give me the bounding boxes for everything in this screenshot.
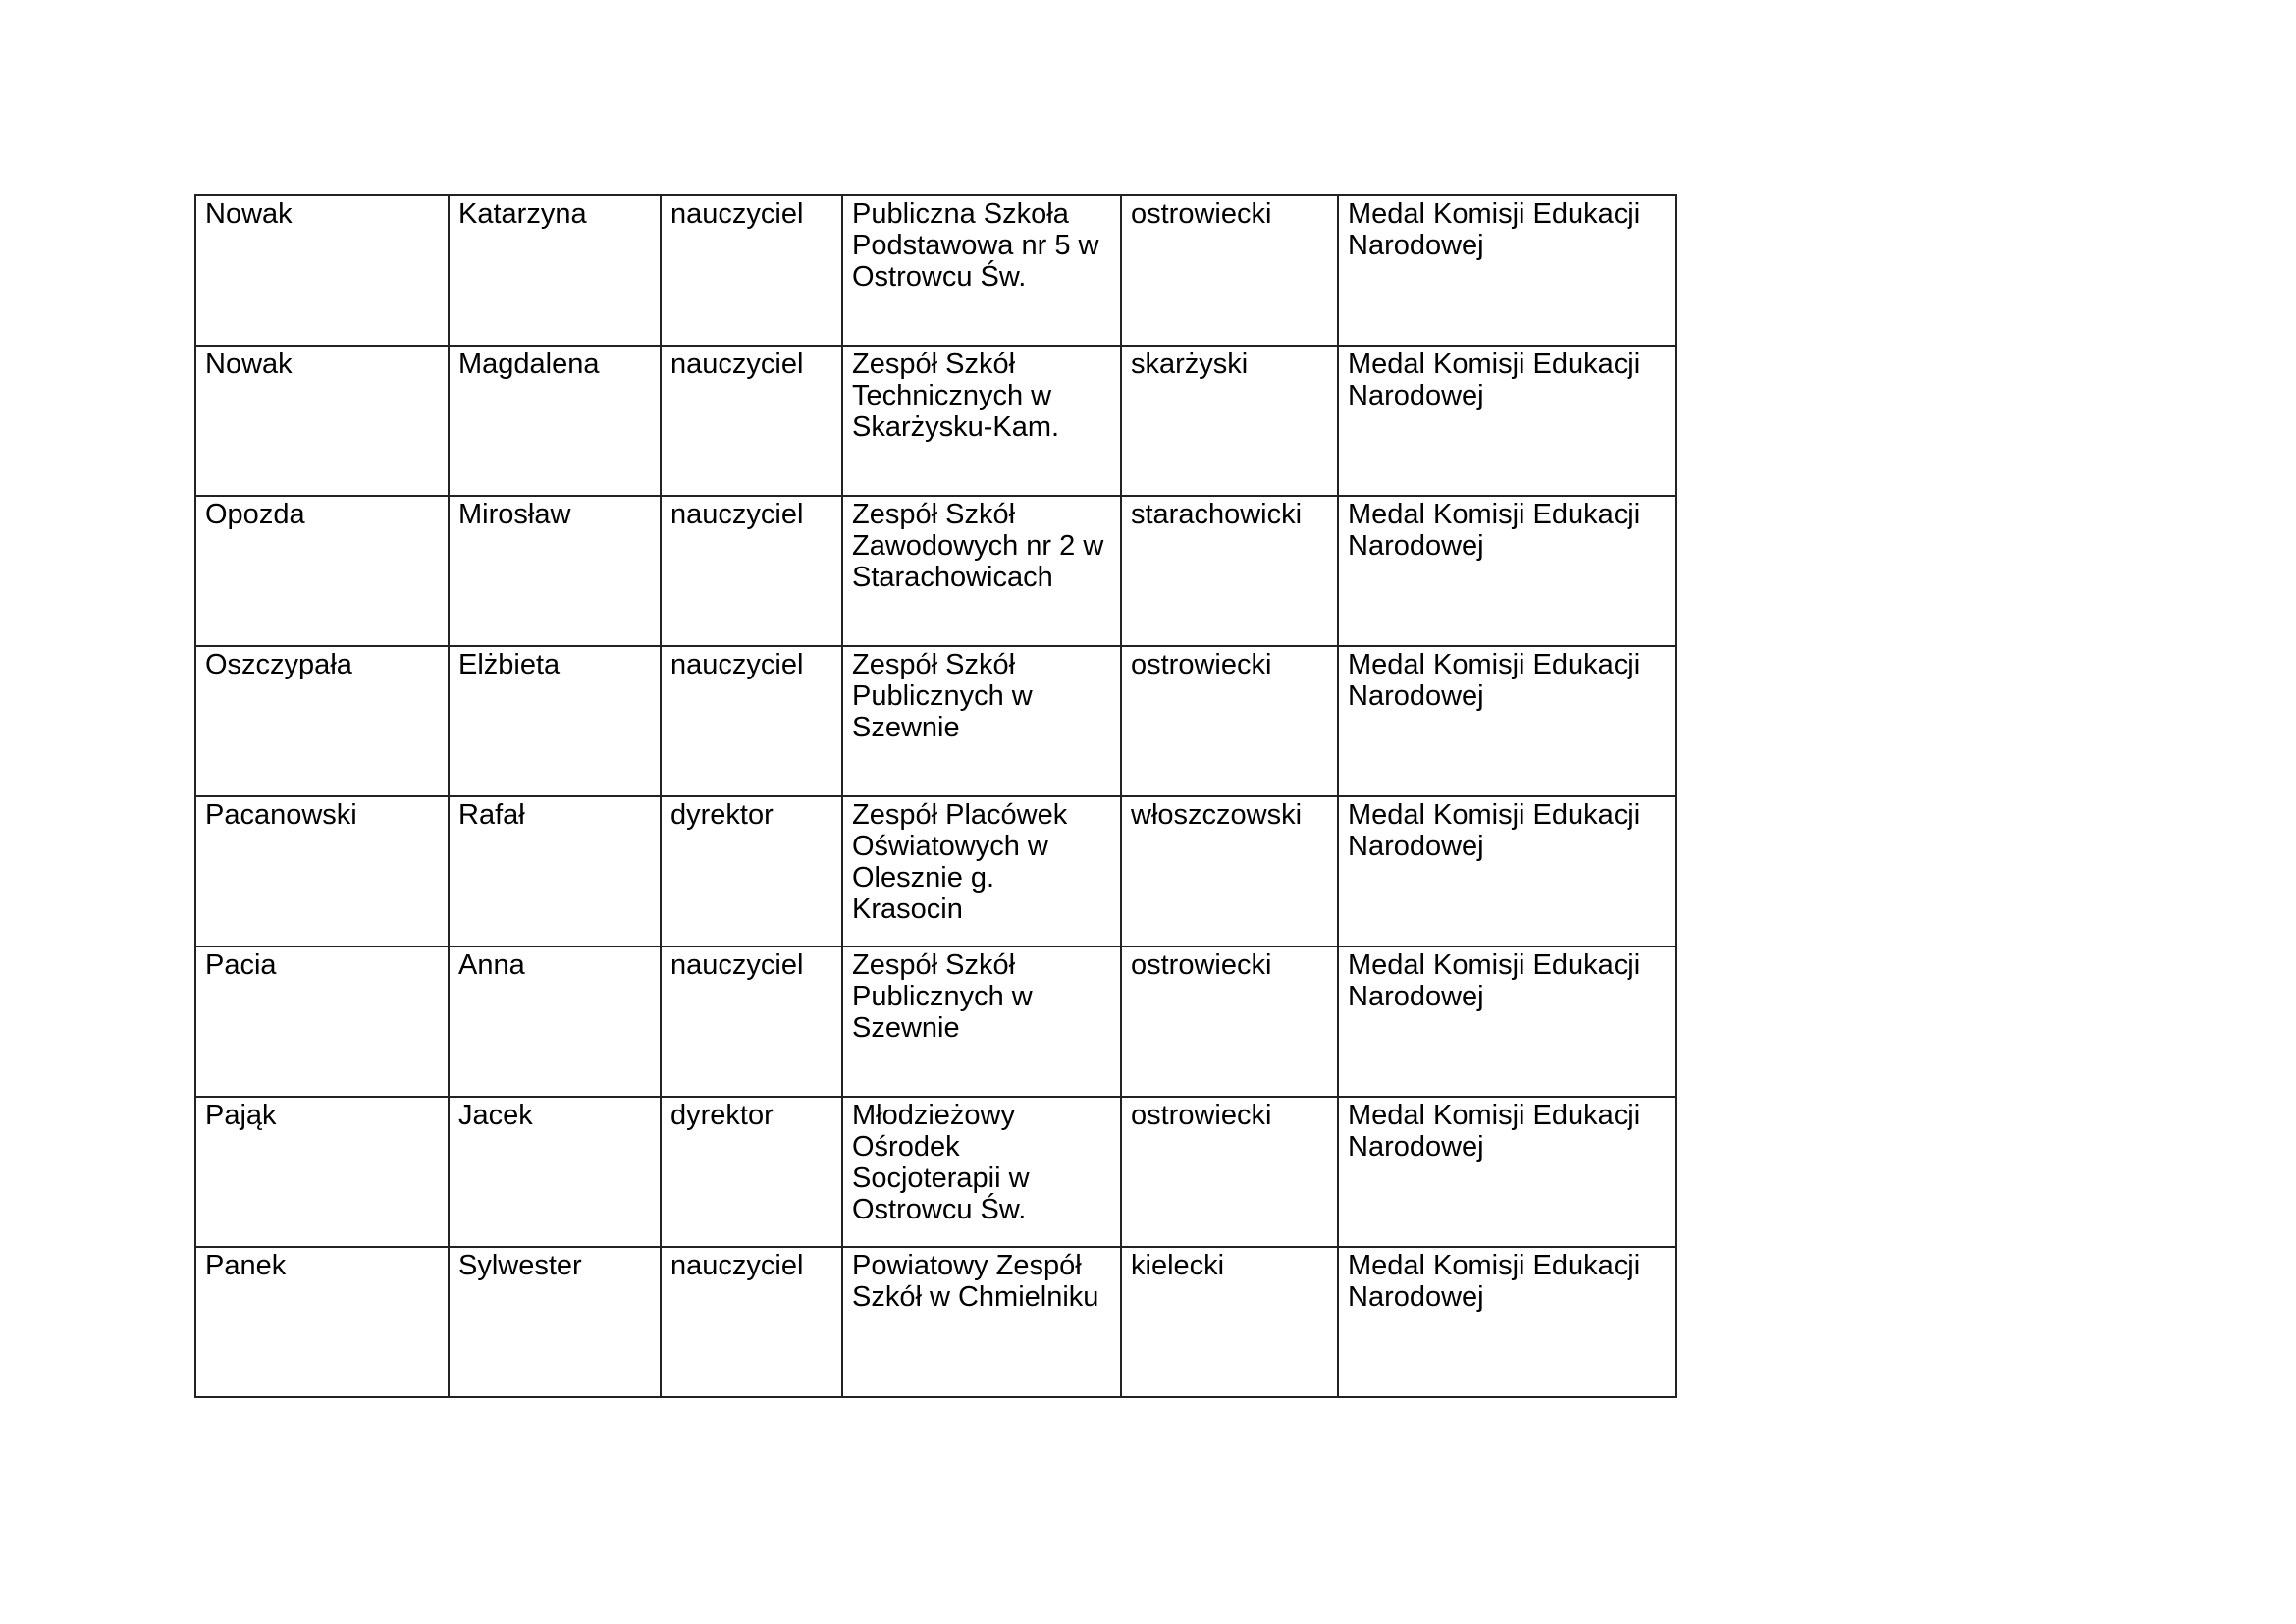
county-cell: ostrowiecki	[1121, 195, 1338, 346]
first-name-cell: Magdalena	[449, 346, 661, 496]
county-cell: skarżyski	[1121, 346, 1338, 496]
table-row	[195, 346, 1676, 496]
first-name-cell: Elżbieta	[449, 646, 661, 796]
award-cell: Medal Komisji Edukacji Narodowej	[1338, 646, 1676, 796]
position-cell: nauczyciel	[661, 346, 842, 496]
surname-cell: Pacia	[195, 947, 449, 1097]
county-cell: starachowicki	[1121, 496, 1338, 646]
award-cell: Medal Komisji Edukacji Narodowej	[1338, 496, 1676, 646]
first-name-cell: Jacek	[449, 1097, 661, 1247]
table-row	[195, 796, 1676, 947]
first-name-cell: Sylwester	[449, 1247, 661, 1397]
county-cell: ostrowiecki	[1121, 947, 1338, 1097]
institution-cell: Młodzieżowy Ośrodek Socjoterapii w Ostrowcu Św.	[842, 1097, 1121, 1247]
first-name-cell: Rafał	[449, 796, 661, 947]
surname-cell: Oszczypała	[195, 646, 449, 796]
county-cell: ostrowiecki	[1121, 646, 1338, 796]
surname-cell: Panek	[195, 1247, 449, 1397]
position-cell: dyrektor	[661, 796, 842, 947]
institution-cell: Publiczna Szkoła Podstawowa nr 5 w Ostrowcu Św.	[842, 195, 1121, 346]
institution-cell: Zespół Szkół Publicznych w Szewnie	[842, 646, 1121, 796]
table-row	[195, 496, 1676, 646]
first-name-cell: Anna	[449, 947, 661, 1097]
institution-cell: Zespół Placówek Oświatowych w Olesznie g. Krasocin	[842, 796, 1121, 947]
surname-cell: Nowak	[195, 195, 449, 346]
table-row	[195, 195, 1676, 346]
county-cell: kielecki	[1121, 1247, 1338, 1397]
table-row	[195, 646, 1676, 796]
surname-cell: Pająk	[195, 1097, 449, 1247]
institution-cell: Zespół Szkół Technicznych w Skarżysku-Kam.	[842, 346, 1121, 496]
award-cell: Medal Komisji Edukacji Narodowej	[1338, 346, 1676, 496]
position-cell: nauczyciel	[661, 496, 842, 646]
county-cell: ostrowiecki	[1121, 1097, 1338, 1247]
first-name-cell: Katarzyna	[449, 195, 661, 346]
award-cell: Medal Komisji Edukacji Narodowej	[1338, 796, 1676, 947]
first-name-cell: Mirosław	[449, 496, 661, 646]
award-cell: Medal Komisji Edukacji Narodowej	[1338, 195, 1676, 346]
surname-cell: Nowak	[195, 346, 449, 496]
institution-cell: Zespół Szkół Zawodowych nr 2 w Starachowicach	[842, 496, 1121, 646]
position-cell: nauczyciel	[661, 947, 842, 1097]
table-row	[195, 1097, 1676, 1247]
table-row	[195, 1247, 1676, 1397]
institution-cell: Zespół Szkół Publicznych w Szewnie	[842, 947, 1121, 1097]
table-row	[195, 947, 1676, 1097]
position-cell: dyrektor	[661, 1097, 842, 1247]
surname-cell: Pacanowski	[195, 796, 449, 947]
position-cell: nauczyciel	[661, 195, 842, 346]
position-cell: nauczyciel	[661, 1247, 842, 1397]
position-cell: nauczyciel	[661, 646, 842, 796]
institution-cell: Powiatowy Zespół Szkół w Chmielniku	[842, 1247, 1121, 1397]
county-cell: włoszczowski	[1121, 796, 1338, 947]
award-cell: Medal Komisji Edukacji Narodowej	[1338, 947, 1676, 1097]
award-table	[194, 194, 1677, 1398]
award-cell: Medal Komisji Edukacji Narodowej	[1338, 1247, 1676, 1397]
surname-cell: Opozda	[195, 496, 449, 646]
award-cell: Medal Komisji Edukacji Narodowej	[1338, 1097, 1676, 1247]
